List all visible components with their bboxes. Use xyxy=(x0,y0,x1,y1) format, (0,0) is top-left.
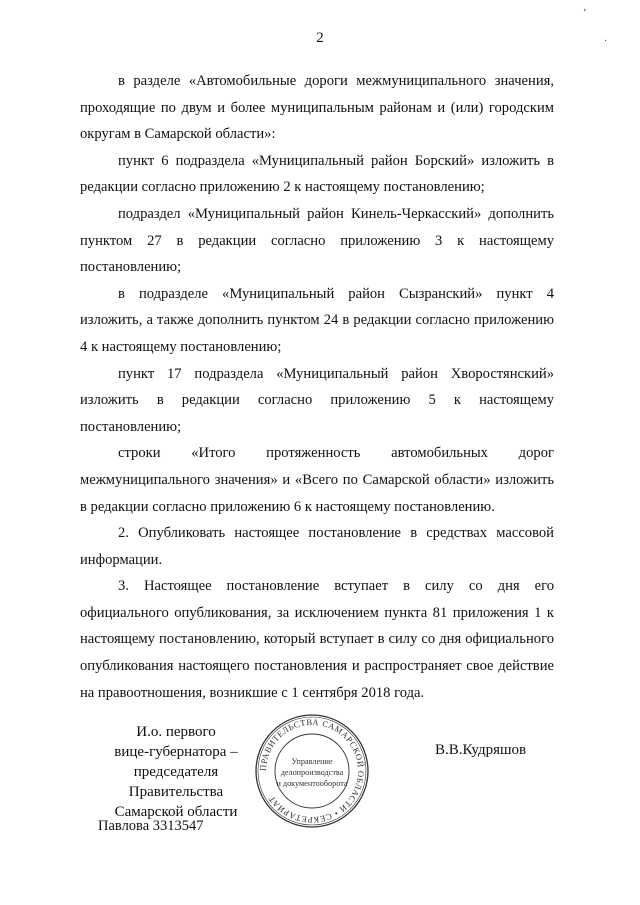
contact-line: Павлова 3313547 xyxy=(98,818,204,834)
paragraph-effective-date: 3. Настоящее постановление вступает в силу со дня его официального опубликования, за исключением пункта 81 приложения 1 к настоящему постановлению, который вступает в силу со дня официального опубликования настоящего постановления и распространяет свое действие на правоотношения, возникшие с 1 сентября 2018 года. xyxy=(80,578,554,701)
page-number: 2 xyxy=(316,30,324,46)
signature-line-3: председателя Правительства xyxy=(128,764,224,800)
signature-title-block xyxy=(96,722,256,822)
signatory-name: В.В.Кудряшов xyxy=(435,742,527,758)
paragraph-khvorostyansky: пункт 17 подраздела «Муниципальный район Хворостянский» изложить в редакции согласно приложению 5 к настоящему постановлению; xyxy=(80,365,554,435)
paragraph-totals: строки «Итого протяженность автомобильных дорог межмуниципального значения» и «Всего по Самарской области» изложить в редакции согласно приложению 6 к настоящему постановлению. xyxy=(80,445,554,515)
stamp-center-line-1: Управление xyxy=(291,757,333,766)
stamp-center-line-3: и документооборота xyxy=(276,779,348,788)
paragraph-kinel-cherkassky: подраздел «Муниципальный район Кинель-Черкасский» дополнить пунктом 27 в редакции согласно приложению 3 к настоящему постановлению; xyxy=(80,205,554,276)
signature-line-1: И.о. первого xyxy=(136,724,216,740)
official-stamp xyxy=(253,712,371,830)
signature-line-4: Самарской области xyxy=(114,804,238,820)
signature-line-2: вице-губернатора – xyxy=(114,744,238,760)
paragraph-syzransky: в подразделе «Муниципальный район Сызранский» пункт 4 изложить, а также дополнить пунктом 24 в редакции согласно приложению 4 к настоящему постановлению; xyxy=(80,285,554,355)
stamp-seal-icon xyxy=(253,712,371,830)
stamp-center-line-2: делопроизводства xyxy=(280,768,344,777)
paragraph-publish: 2. Опубликовать настоящее постановление в средствах массовой информации. xyxy=(80,525,554,568)
scan-speck: · xyxy=(604,36,608,47)
paragraph-borsky: пункт 6 подраздела «Муниципальный район Борский» изложить в редакции согласно приложению 2 к настоящему постановлению; xyxy=(80,152,554,196)
paragraph-section-intro: в разделе «Автомобильные дороги межмуниципального значения, проходящие по двум и более муниципальным районам и (или) городским округам в Самарской области»: xyxy=(80,73,554,143)
scan-speck: ʼ xyxy=(583,8,587,19)
stamp-ring-text: ПРАВИТЕЛЬСТВА САМАРСКОЙ ОБЛАСТИ • СЕКРЕТАРИАТ xyxy=(257,716,367,826)
document-body xyxy=(80,68,554,706)
